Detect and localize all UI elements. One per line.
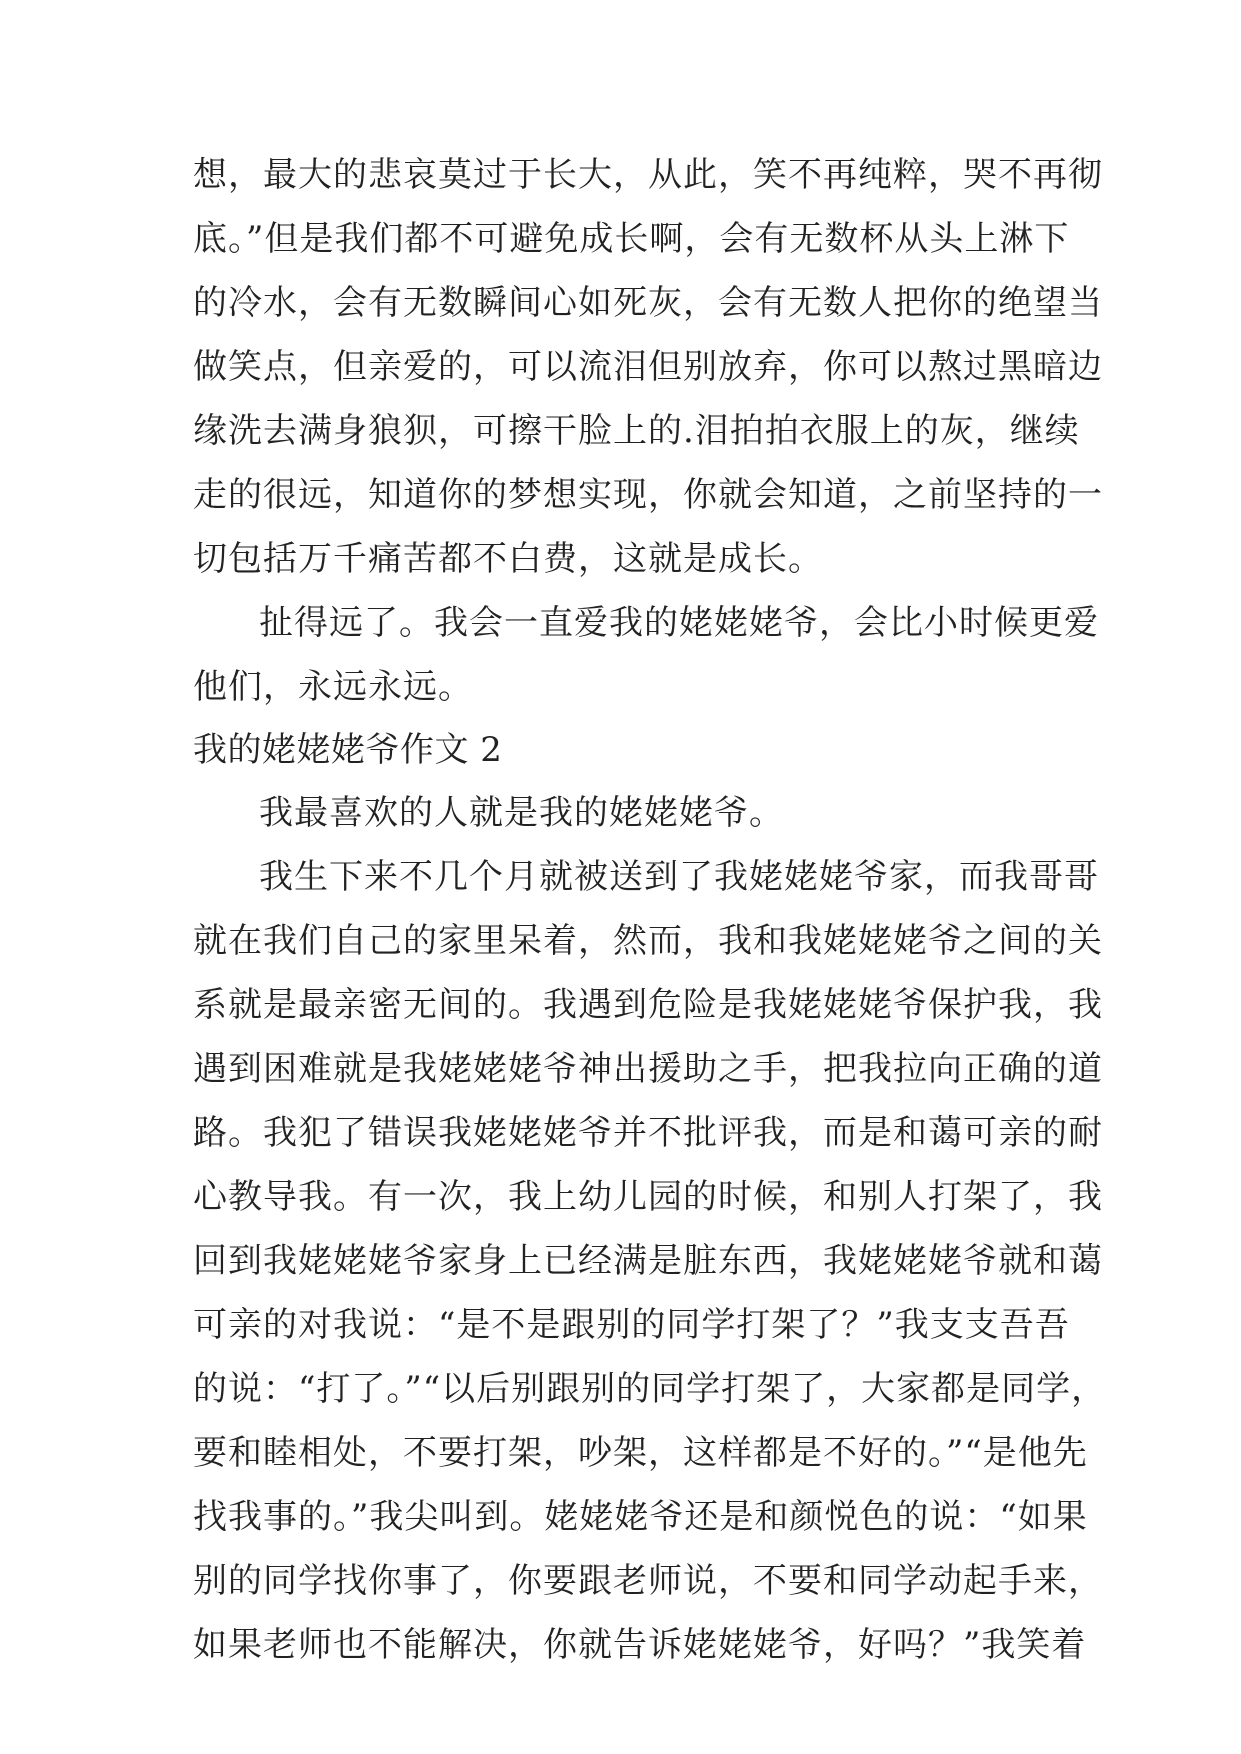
- text-line: 他们，永远永远。: [193, 667, 473, 707]
- text-line: 我最喜欢的人就是我的姥姥姥爷。: [259, 793, 784, 833]
- text-line: 要和睦相处，不要打架，吵架，这样都是不好的。”“是他先: [193, 1433, 1088, 1473]
- text-line: 心教导我。有一次，我上幼儿园的时候，和别人打架了，我: [193, 1177, 1103, 1217]
- text-line: 切包括万千痛苦都不白费，这就是成长。: [193, 539, 823, 579]
- text-line: 扯得远了。我会一直爱我的姥姥姥爷，会比小时候更爱: [259, 603, 1099, 643]
- text-line: 走的很远，知道你的梦想实现，你就会知道，之前坚持的一: [193, 475, 1103, 515]
- text-line: 系就是最亲密无间的。我遇到危险是我姥姥姥爷保护我，我: [193, 985, 1103, 1025]
- text-line: 找我事的。”我尖叫到。姥姥姥爷还是和颜悦色的说：“如果: [193, 1497, 1088, 1537]
- paragraph-love-grandparents: [193, 591, 1099, 719]
- text-line: 底。”但是我们都不可避免成长啊，会有无数杯从头上淋下: [193, 219, 1070, 259]
- text-line: 想，最大的悲哀莫过于长大，从此，笑不再纯粹，哭不再彻: [193, 155, 1103, 195]
- text-line: 遇到困难就是我姥姥姥爷神出援助之手，把我拉向正确的道: [193, 1049, 1103, 1089]
- paragraph-story: [193, 845, 1107, 1677]
- text-line: 做笑点，但亲爱的，可以流泪但别放弃，你可以熬过黑暗边: [193, 347, 1103, 387]
- text-line: 别的同学找你事了，你要跟老师说，不要和同学动起手来，: [193, 1561, 1103, 1601]
- text-line: 可亲的对我说：“是不是跟别的同学打架了？”我支支吾吾: [193, 1305, 1070, 1345]
- text-line: 回到我姥姥姥爷家身上已经满是脏东西，我姥姥姥爷就和蔼: [193, 1241, 1103, 1281]
- text-line: 缘洗去满身狼狈，可擦干脸上的.泪拍拍衣服上的灰，继续: [193, 411, 1080, 451]
- paragraph-favorite-people: [193, 781, 1053, 845]
- text-line: 路。我犯了错误我姥姥姥爷并不批评我，而是和蔼可亲的耐: [193, 1113, 1103, 1153]
- text-line: 就在我们自己的家里呆着，然而，我和我姥姥姥爷之间的关: [193, 921, 1103, 961]
- text-line: 我生下来不几个月就被送到了我姥姥姥爷家，而我哥哥: [259, 857, 1099, 897]
- document-page: [193, 143, 1107, 1677]
- text-line: 的冷水，会有无数瞬间心如死灰，会有无数人把你的绝望当: [193, 283, 1103, 323]
- text-line: 的说：“打了。”“以后别跟别的同学打架了，大家都是同学，: [193, 1369, 1107, 1409]
- text-line: 如果老师也不能解决，你就告诉姥姥姥爷，好吗？”我笑着: [193, 1625, 1087, 1665]
- paragraph-continued: [193, 143, 1103, 591]
- essay-heading: 我的姥姥姥爷作文 2: [193, 730, 503, 770]
